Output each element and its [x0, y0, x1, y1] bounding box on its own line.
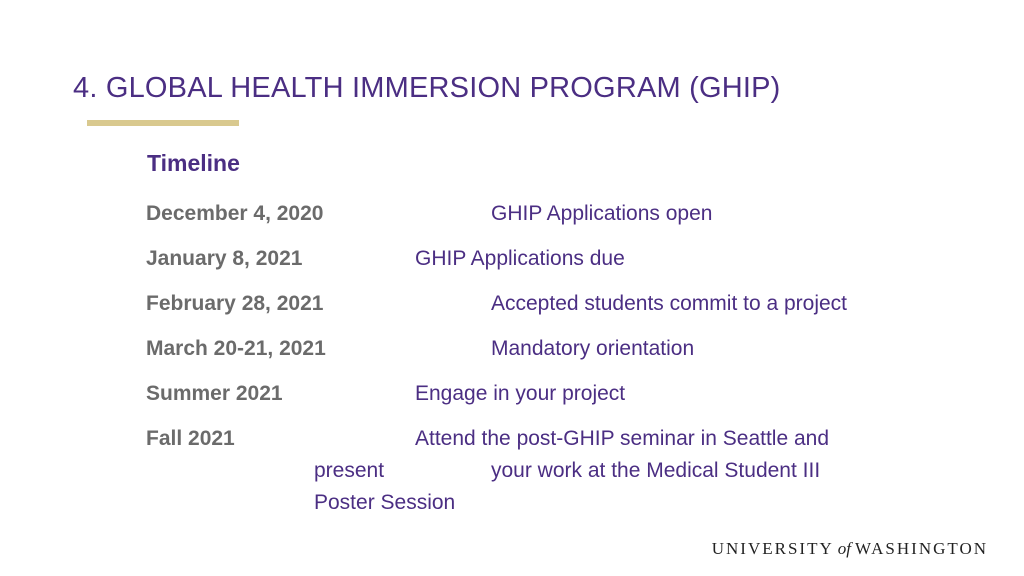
slide-title: 4. GLOBAL HEALTH IMMERSION PROGRAM (GHIP)	[73, 72, 781, 104]
timeline-date: Summer 2021	[146, 382, 283, 405]
timeline-event: Engage in your project	[415, 382, 626, 405]
timeline-event-continuation: Poster Session	[314, 491, 456, 514]
title-underline	[87, 120, 239, 126]
timeline-event-continuation: your work at the Medical Student III	[491, 459, 821, 482]
timeline-date: March 20-21, 2021	[146, 337, 326, 360]
timeline-date: December 4, 2020	[146, 202, 324, 225]
timeline-event: GHIP Applications due	[415, 247, 625, 270]
timeline-event: Attend the post-GHIP seminar in Seattle and	[415, 427, 830, 450]
logo-text-washington: WASHINGTON	[854, 539, 988, 558]
timeline-event: GHIP Applications open	[491, 202, 713, 225]
logo-text-of: of	[837, 539, 851, 558]
timeline-date: Fall 2021	[146, 427, 235, 450]
university-logo	[712, 539, 988, 559]
timeline-event: Accepted students commit to a project	[491, 292, 848, 315]
timeline-date: February 28, 2021	[146, 292, 324, 315]
logo-text-university: UNIVERSITY	[711, 539, 834, 558]
timeline-date: January 8, 2021	[146, 247, 303, 270]
timeline-event-continuation: present	[314, 459, 385, 482]
timeline-event: Mandatory orientation	[491, 337, 695, 360]
section-heading: Timeline	[147, 150, 240, 176]
